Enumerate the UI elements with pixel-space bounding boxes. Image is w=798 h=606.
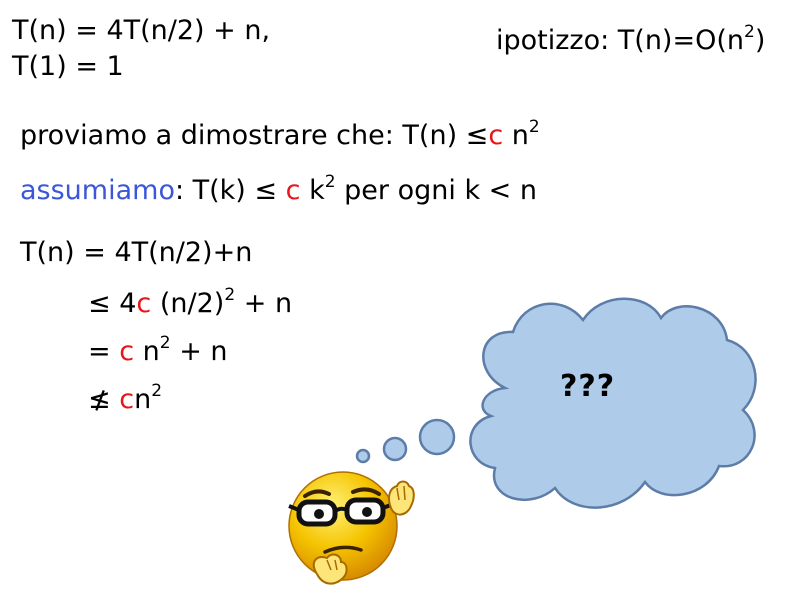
derivation-line-4 (88, 381, 163, 415)
derivation-line-1: T(n) = 4T(n/2)+n (20, 237, 253, 268)
recurrence-line: T(n) = 4T(n/2) + n, (12, 15, 271, 46)
derivation-4-symbol: ≰ (88, 384, 111, 415)
derivation-3-exponent: 2 (159, 333, 171, 353)
derivation-3-end: + n (179, 336, 228, 367)
derivation-3-constant: c (119, 336, 135, 367)
derivation-2-term: (n/2) (159, 288, 225, 319)
goal-constant: c (488, 120, 504, 151)
assumption-exponent: 2 (324, 172, 336, 192)
base-case-line: T(1) = 1 (12, 51, 124, 82)
goal-prefix: proviamo a dimostrare che: T(n) ≤ (20, 120, 489, 151)
assumption-constant: c (285, 175, 301, 206)
hypothesis-line (496, 22, 766, 56)
goal-variable: n (511, 120, 529, 151)
assumption-text: : T(k) ≤ (174, 175, 278, 206)
hypothesis-exponent: 2 (743, 22, 755, 42)
hypothesis-close: ) (754, 25, 766, 56)
derivation-2-exponent: 2 (224, 285, 236, 305)
goal-exponent: 2 (528, 117, 540, 137)
derivation-line-2 (88, 285, 293, 319)
hypothesis-label: ipotizzo: T(n)=O(n (496, 25, 744, 56)
derivation-3-start: = (88, 336, 111, 367)
assumption-variable: k (309, 175, 325, 206)
assumption-tail: per ogni k < n (344, 175, 537, 206)
thinking-smiley-icon (283, 462, 423, 590)
derivation-3-variable: n (142, 336, 160, 367)
assumption-line (20, 172, 537, 206)
derivation-4-exponent: 2 (151, 381, 163, 401)
assumption-keyword: assumiamo (20, 175, 175, 206)
goal-line (20, 117, 540, 151)
derivation-2-start: ≤ 4 (88, 288, 137, 319)
derivation-4-variable: n (134, 384, 152, 415)
derivation-4-constant: c (119, 384, 135, 415)
thought-cloud-text: ??? (560, 369, 616, 404)
derivation-2-end: + n (243, 288, 293, 319)
derivation-line-3 (88, 333, 228, 367)
derivation-2-constant: c (136, 288, 152, 319)
